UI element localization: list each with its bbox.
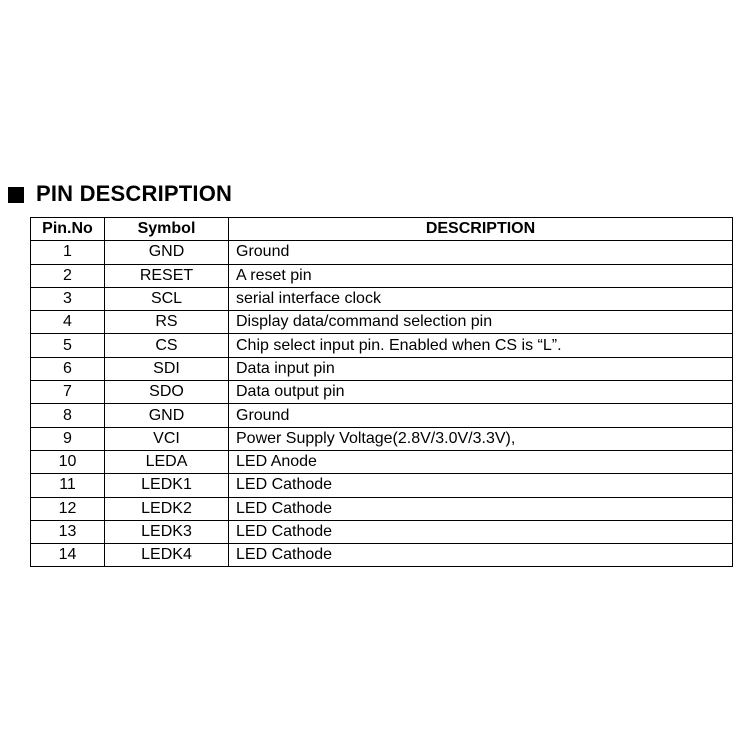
section-heading (8, 180, 232, 208)
pin-number-cell: 3 (31, 287, 105, 310)
pin-number-cell: 1 (31, 241, 105, 264)
pin-number-cell: 10 (31, 450, 105, 473)
symbol-cell: SCL (105, 287, 229, 310)
table-row (31, 427, 733, 450)
symbol-cell: SDI (105, 357, 229, 380)
symbol-cell: RESET (105, 264, 229, 287)
pin-description-table (30, 217, 733, 567)
table-row (31, 450, 733, 473)
symbol-cell: LEDK2 (105, 497, 229, 520)
table-row (31, 520, 733, 543)
table-row (31, 241, 733, 264)
table-row (31, 497, 733, 520)
description-cell: serial interface clock (229, 287, 733, 310)
table-row (31, 357, 733, 380)
description-cell: Data input pin (229, 357, 733, 380)
square-bullet-icon (8, 187, 24, 203)
pin-number-cell: 2 (31, 264, 105, 287)
table-header-row (31, 218, 733, 241)
pin-number-cell: 9 (31, 427, 105, 450)
pin-number-cell: 6 (31, 357, 105, 380)
description-cell: LED Cathode (229, 520, 733, 543)
description-cell: LED Cathode (229, 544, 733, 567)
symbol-cell: SDO (105, 381, 229, 404)
description-cell: Ground (229, 241, 733, 264)
description-cell: Ground (229, 404, 733, 427)
pin-number-cell: 14 (31, 544, 105, 567)
pin-number-cell: 4 (31, 311, 105, 334)
page-title: PIN DESCRIPTION (36, 181, 233, 206)
description-cell: A reset pin (229, 264, 733, 287)
description-cell: LED Cathode (229, 497, 733, 520)
pin-number-cell: 11 (31, 474, 105, 497)
description-cell: Chip select input pin. Enabled when CS is “L”. (229, 334, 733, 357)
description-cell: Display data/command selection pin (229, 311, 733, 334)
table-row (31, 334, 733, 357)
description-cell: Data output pin (229, 381, 733, 404)
table-row (31, 381, 733, 404)
symbol-cell: VCI (105, 427, 229, 450)
table-row (31, 311, 733, 334)
pin-number-cell: 8 (31, 404, 105, 427)
pin-number-cell: 13 (31, 520, 105, 543)
table-row (31, 264, 733, 287)
table-row (31, 474, 733, 497)
description-cell: Power Supply Voltage(2.8V/3.0V/3.3V), (229, 427, 733, 450)
pin-number-cell: 7 (31, 381, 105, 404)
header-symbol: Symbol (105, 218, 229, 241)
symbol-cell: RS (105, 311, 229, 334)
header-description: DESCRIPTION (229, 218, 733, 241)
symbol-cell: LEDK3 (105, 520, 229, 543)
header-pin-no: Pin.No (31, 218, 105, 241)
table-row (31, 404, 733, 427)
table-row (31, 287, 733, 310)
table-row (31, 544, 733, 567)
pin-number-cell: 12 (31, 497, 105, 520)
description-cell: LED Cathode (229, 474, 733, 497)
symbol-cell: LEDK4 (105, 544, 229, 567)
symbol-cell: LEDA (105, 450, 229, 473)
description-cell: LED Anode (229, 450, 733, 473)
symbol-cell: CS (105, 334, 229, 357)
symbol-cell: GND (105, 241, 229, 264)
symbol-cell: GND (105, 404, 229, 427)
pin-number-cell: 5 (31, 334, 105, 357)
symbol-cell: LEDK1 (105, 474, 229, 497)
